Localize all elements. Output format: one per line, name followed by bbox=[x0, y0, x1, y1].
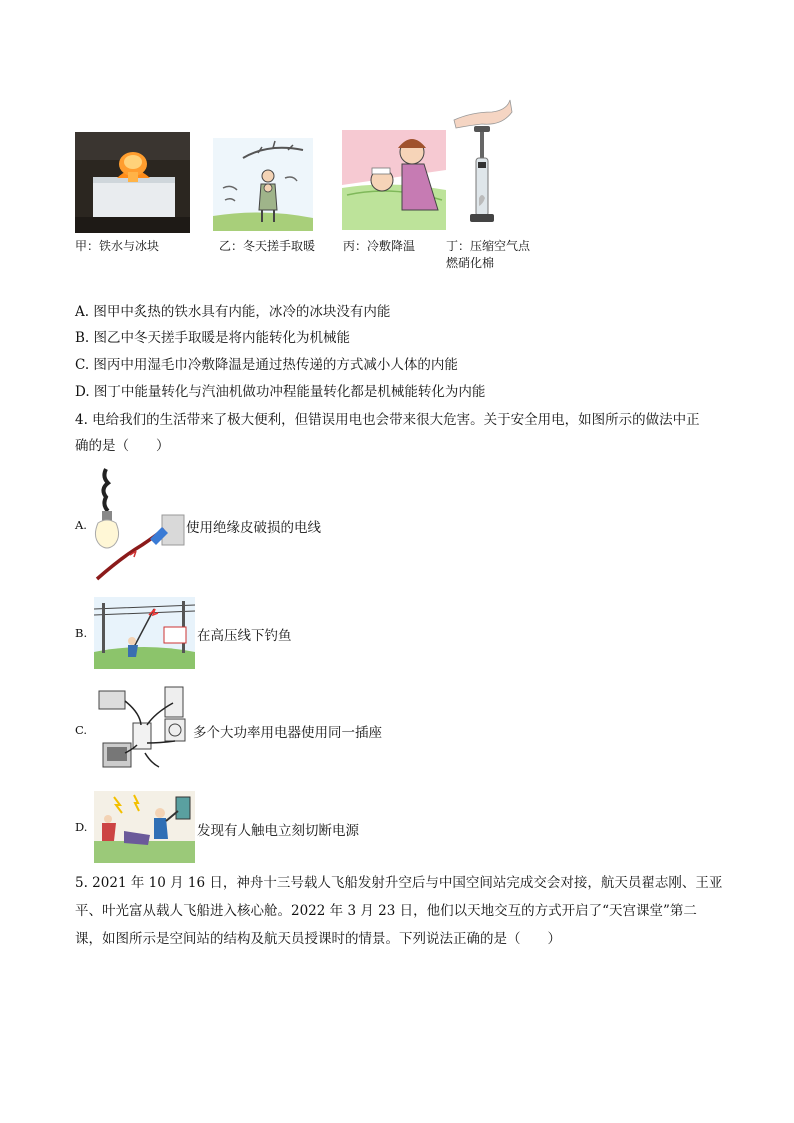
q3-option-d: D. 图丁中能量转化与汽油机做功冲程能量转化都是机械能转化为内能 bbox=[75, 384, 486, 400]
overloaded-socket-icon bbox=[95, 683, 190, 775]
q4-option-b-image bbox=[94, 597, 195, 669]
q4-option-d-text: 发现有人触电立刻切断电源 bbox=[197, 823, 359, 839]
damaged-wire-bulb-icon bbox=[92, 467, 187, 585]
q5-stem-line1: 5. 2021 年 10 月 16 日，神舟十三号载人飞船发射升空后与中国空间站完成交会对接，航天员翟志刚、王亚 bbox=[75, 875, 723, 891]
caption-jia: 甲：铁水与冰块 bbox=[75, 239, 160, 253]
q4-option-c-image bbox=[95, 683, 190, 775]
q4-option-d-letter: D. bbox=[75, 820, 88, 834]
figure-yi-rubbing-hands bbox=[213, 138, 313, 231]
caption-ding-line2: 燃硝化棉 bbox=[446, 256, 495, 270]
q5-stem-line2: 平、叶光富从载人飞船进入核心舱。2022 年 3 月 23 日，他们以天地交互的方式开启了“天宫课堂”第二 bbox=[75, 903, 697, 919]
q3-option-c: C. 图丙中用湿毛巾冷敷降温是通过热传递的方式减小人体的内能 bbox=[75, 357, 458, 373]
q5-stem-line3: 课，如图所示是空间站的结构及航天员授课时的情景。下列说法正确的是（ ） bbox=[75, 931, 561, 947]
person-rubbing-hands-icon bbox=[213, 138, 313, 231]
figure-jia-molten-iron bbox=[75, 132, 190, 233]
q3-option-b: B. 图乙中冬天搓手取暖是将内能转化为机械能 bbox=[75, 330, 351, 346]
q4-stem-line2: 确的是（ ） bbox=[75, 438, 170, 454]
q4-option-a-text: 使用绝缘皮破损的电线 bbox=[186, 520, 321, 536]
q4-option-a-image bbox=[92, 467, 187, 585]
mother-cold-compress-icon bbox=[342, 130, 446, 230]
fishing-under-power-line-icon bbox=[94, 597, 195, 669]
figure-ding-air-compression bbox=[452, 98, 514, 230]
q4-option-d-image bbox=[94, 791, 195, 863]
q4-option-c-text: 多个大功率用电器使用同一插座 bbox=[193, 725, 382, 741]
caption-yi: 乙：冬天搓手取暖 bbox=[219, 239, 316, 253]
q4-option-c-letter: C. bbox=[75, 723, 88, 737]
caption-bing: 丙：冷敷降温 bbox=[343, 239, 416, 253]
q3-option-a: A. 图甲中炙热的铁水具有内能，冰冷的冰块没有内能 bbox=[75, 304, 391, 320]
cut-power-rescue-icon bbox=[94, 791, 195, 863]
figure-bing-cold-compress bbox=[342, 130, 446, 230]
q4-option-b-text: 在高压线下钓鱼 bbox=[197, 628, 292, 644]
caption-ding-line1: 丁：压缩空气点 bbox=[446, 239, 531, 253]
q4-option-b-letter: B. bbox=[75, 626, 88, 640]
air-compression-cylinder-icon bbox=[452, 98, 514, 230]
molten-iron-on-ice-icon bbox=[75, 132, 190, 233]
q4-option-a-letter: A. bbox=[75, 518, 87, 532]
q4-stem-line1: 4. 电给我们的生活带来了极大便利，但错误用电也会带来很大危害。关于安全用电，如图所示的做法中正 bbox=[75, 412, 700, 428]
